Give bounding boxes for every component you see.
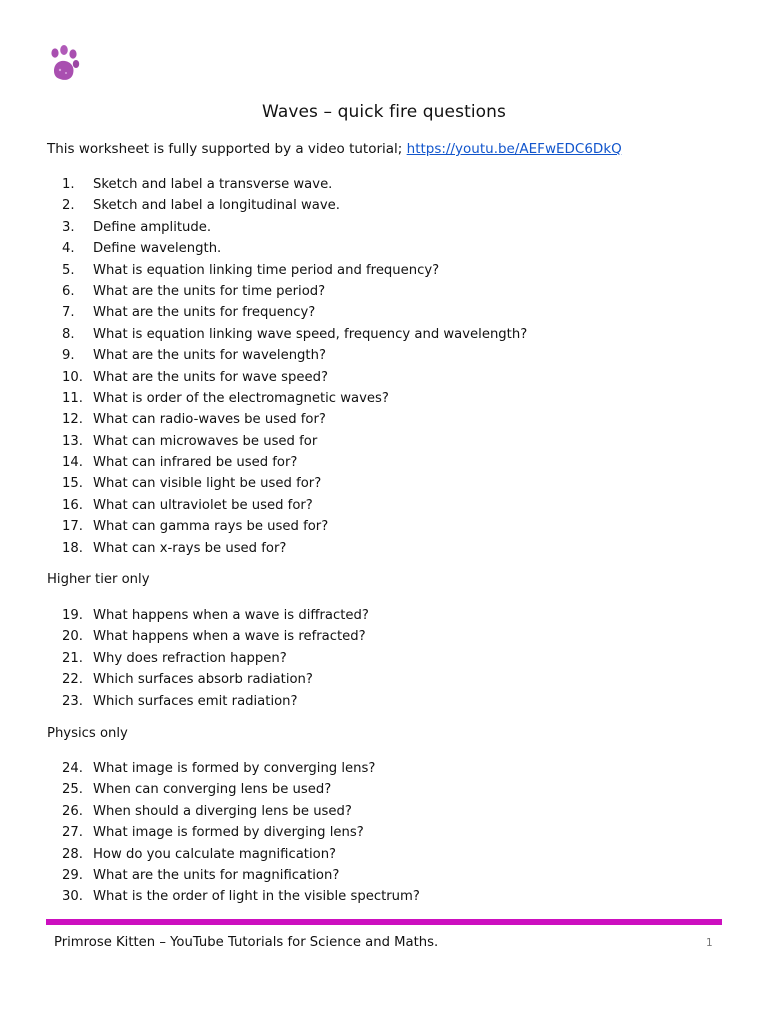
question-item	[62, 281, 527, 302]
question-text: Sketch and label a transverse wave.	[93, 177, 333, 192]
paw-print-icon	[46, 44, 82, 84]
question-text: Which surfaces emit radiation?	[93, 693, 298, 709]
question-item	[62, 473, 527, 494]
question-item	[62, 260, 527, 281]
question-item	[62, 217, 527, 238]
question-list-higher	[62, 605, 369, 712]
question-number: 16.	[62, 497, 83, 513]
question-number: 3.	[62, 219, 75, 235]
question-text: What image is formed by diverging lens?	[93, 825, 364, 841]
question-number: 28.	[62, 846, 83, 862]
question-item	[62, 886, 420, 907]
intro-text: This worksheet is fully supported by a video tutorial;	[47, 141, 407, 157]
question-item	[62, 648, 369, 669]
question-number: 14.	[62, 455, 83, 471]
question-item	[62, 844, 420, 865]
question-text: What can radio-waves be used for?	[93, 412, 326, 428]
question-number: 6.	[62, 283, 75, 299]
intro-line	[47, 141, 622, 157]
question-item	[62, 758, 420, 779]
question-text: When should a diverging lens be used?	[93, 803, 352, 819]
question-item	[62, 516, 527, 537]
question-text: What is the order of light in the visible spectrum?	[93, 889, 420, 905]
question-number: 7.	[62, 305, 75, 321]
question-text: What are the units for wave speed?	[93, 369, 328, 385]
question-item	[62, 367, 527, 388]
question-item	[62, 669, 369, 690]
question-list-physics	[62, 758, 420, 908]
question-number: 2.	[62, 198, 75, 214]
question-text: How do you calculate magnification?	[93, 846, 337, 862]
question-text: What is equation linking wave speed, frequency and wavelength?	[93, 326, 528, 342]
question-text: When can converging lens be used?	[93, 782, 332, 798]
question-item	[62, 495, 527, 516]
question-item	[62, 345, 527, 366]
question-item	[62, 452, 527, 473]
footer-divider	[46, 919, 722, 925]
question-text: Sketch and label a longitudinal wave.	[93, 198, 340, 214]
question-item	[62, 801, 420, 822]
question-number: 25.	[62, 782, 83, 798]
question-text: What is equation linking time period and frequency?	[93, 262, 440, 278]
question-number: 21.	[62, 650, 83, 666]
question-text: What can infrared be used for?	[93, 455, 298, 471]
question-item	[62, 238, 527, 259]
video-tutorial-link[interactable]: https://youtu.be/AEFwEDC6DkQ	[406, 141, 622, 157]
question-number: 17.	[62, 519, 83, 535]
question-number: 15.	[62, 476, 83, 492]
question-text: What is order of the electromagnetic waves?	[93, 390, 389, 406]
question-number: 23.	[62, 693, 83, 709]
question-number: 24.	[62, 761, 83, 776]
question-item	[62, 538, 527, 559]
question-item	[62, 865, 420, 886]
question-number: 9.	[62, 348, 75, 364]
question-text: Why does refraction happen?	[93, 650, 287, 666]
question-number: 18.	[62, 540, 83, 556]
question-number: 13.	[62, 433, 83, 449]
question-text: What happens when a wave is diffracted?	[93, 608, 369, 623]
question-number: 8.	[62, 326, 75, 342]
question-item	[62, 779, 420, 800]
question-number: 29.	[62, 867, 83, 883]
question-text: What are the units for time period?	[93, 283, 326, 299]
question-item	[62, 822, 420, 843]
question-number: 26.	[62, 803, 83, 819]
question-text: What happens when a wave is refracted?	[93, 629, 366, 645]
question-item	[62, 409, 527, 430]
question-text: What image is formed by converging lens?	[93, 761, 376, 776]
question-number: 20.	[62, 629, 83, 645]
question-item	[62, 195, 527, 216]
question-number: 10.	[62, 369, 83, 385]
question-item	[62, 691, 369, 712]
question-item	[62, 302, 527, 323]
question-number: 5.	[62, 262, 75, 278]
page-number: 1	[706, 937, 713, 949]
question-item	[62, 431, 527, 452]
section-heading-higher: Higher tier only	[47, 572, 150, 587]
question-text: Which surfaces absorb radiation?	[93, 672, 313, 688]
footer-text: Primrose Kitten – YouTube Tutorials for Science and Maths.	[54, 935, 439, 950]
question-number: 27.	[62, 825, 83, 841]
question-item	[62, 324, 527, 345]
question-number: 30.	[62, 889, 83, 905]
question-text: Define wavelength.	[93, 241, 222, 257]
question-text: What can ultraviolet be used for?	[93, 497, 313, 513]
question-item	[62, 174, 527, 195]
question-item	[62, 605, 369, 626]
question-item	[62, 388, 527, 409]
page-title: Waves – quick fire questions	[262, 102, 506, 122]
question-text: What can visible light be used for?	[93, 476, 322, 492]
question-number: 12.	[62, 412, 83, 428]
question-item	[62, 626, 369, 647]
question-number: 22.	[62, 672, 83, 688]
question-text: What can x-rays be used for?	[93, 540, 287, 556]
question-text: Define amplitude.	[93, 219, 212, 235]
question-text: What are the units for wavelength?	[93, 348, 326, 364]
question-text: What are the units for magnification?	[93, 867, 340, 883]
question-text: What can gamma rays be used for?	[93, 519, 329, 535]
question-number: 4.	[62, 241, 75, 257]
question-number: 1.	[62, 177, 75, 192]
question-number: 11.	[62, 390, 83, 406]
question-number: 19.	[62, 608, 83, 623]
question-list-main	[62, 174, 527, 559]
question-text: What can microwaves be used for	[93, 433, 318, 449]
question-text: What are the units for frequency?	[93, 305, 316, 321]
section-heading-physics: Physics only	[47, 726, 128, 741]
